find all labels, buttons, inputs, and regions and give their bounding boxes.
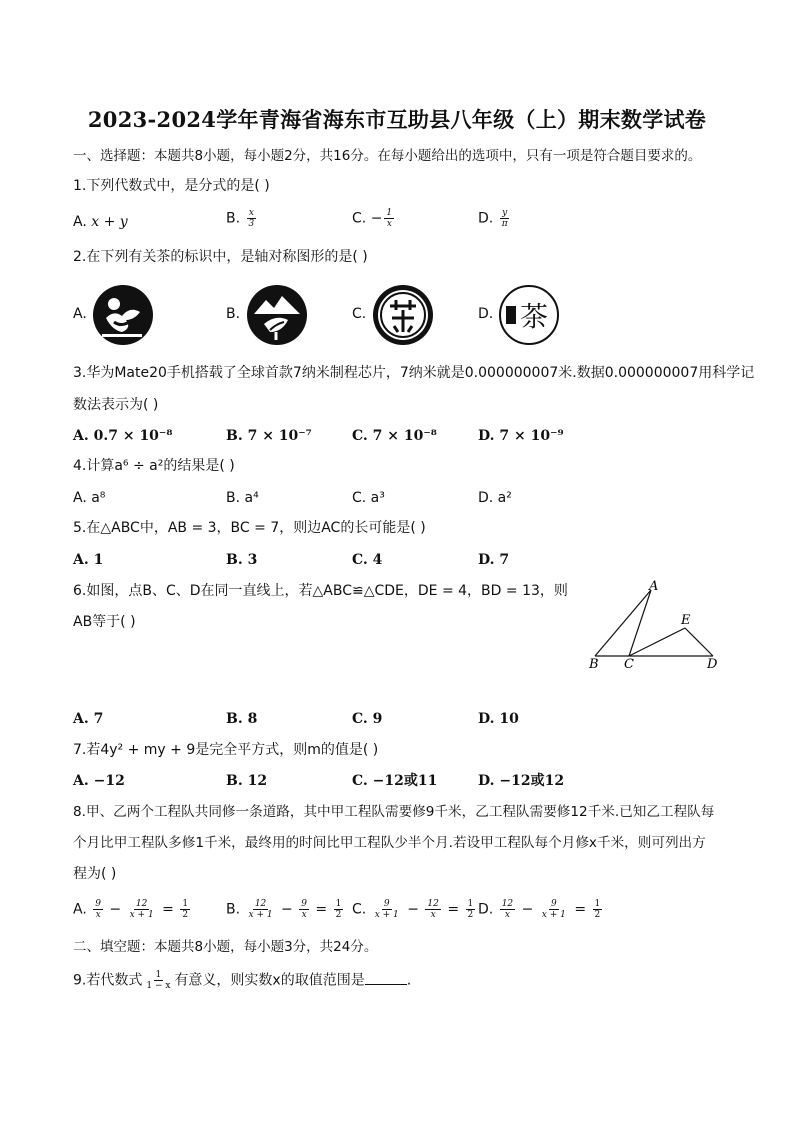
page-title: 2023-2024学年青海省海东市互助县八年级（上）期末数学试卷 xyxy=(87,107,707,132)
fraction xyxy=(540,899,568,920)
option-letter: A. xyxy=(73,901,87,918)
fraction xyxy=(128,899,156,920)
question-8-stem-line1: 8.甲、乙两个工程队共同修一条道路，其中甲工程队需要修9千米，乙工程队需要修12千米.已知乙工程队每 xyxy=(73,804,715,820)
question-8-stem-line2: 个月比甲工程队多修1千米，最终用的时间比甲工程队少半个月.若设甲工程队每个月修x千米，则可列出方 xyxy=(73,835,706,851)
operator: − xyxy=(109,901,122,918)
q6-option-b: B. 8 xyxy=(226,711,258,727)
q3-option-b: B. 7 × 10⁻⁷ xyxy=(226,428,312,444)
numerator: 1 xyxy=(155,970,162,980)
q7-option-c: C. −12或11 xyxy=(352,773,438,789)
q6-option-a: A. 7 xyxy=(73,711,104,727)
question-2-stem: 2.在下列有关茶的标识中，是轴对称图形的是( ) xyxy=(73,249,368,265)
q2-option-c-label: C. xyxy=(352,306,367,322)
numerator: 12 xyxy=(501,899,514,909)
q8-option-a xyxy=(73,899,192,920)
q6-option-d: D. 10 xyxy=(478,711,519,727)
denominator: x xyxy=(430,910,436,920)
q8-option-c xyxy=(352,899,477,920)
question-4-stem: 4.计算a⁶ ÷ a²的结果是( ) xyxy=(73,458,235,474)
minus-sign: − xyxy=(370,210,383,227)
fraction xyxy=(180,899,190,920)
denominator: π xyxy=(501,219,508,229)
equals: = xyxy=(162,901,174,918)
section-heading-choice xyxy=(73,146,701,166)
denominator: 2 xyxy=(182,910,189,920)
q8-option-d xyxy=(478,899,604,920)
triangle-figure xyxy=(585,578,725,670)
question-3-stem-line1: 3.华为Mate20手机搭载了全球首款7纳米制程芯片，7纳米就是0.000000007米.数据0.000000007用科学记 xyxy=(73,365,755,381)
fraction xyxy=(247,899,275,920)
fraction xyxy=(425,899,440,920)
numerator: 1 xyxy=(182,899,189,909)
operator: − xyxy=(521,901,534,918)
question-7-stem: 7.若4y² + my + 9是完全平方式，则m的值是( ) xyxy=(73,742,379,758)
numerator: x xyxy=(248,208,254,218)
label-b: B xyxy=(589,657,599,670)
option-letter: C. xyxy=(352,901,367,918)
label-d: D xyxy=(707,657,718,670)
numerator: 12 xyxy=(427,899,439,909)
numerator: 1 xyxy=(386,208,393,218)
q3-option-d: D. 7 × 10⁻⁹ xyxy=(478,428,564,444)
fraction xyxy=(299,899,309,920)
numerator: y xyxy=(502,208,508,218)
fraction xyxy=(93,899,103,920)
q5-option-d: D. 7 xyxy=(478,552,510,568)
q1-option-b xyxy=(226,208,258,229)
section-heading-text: 一、选择题：本题共8小题，每小题2分，共16分。在每小题给出的选项中，只有一项是符合题目要求的。 xyxy=(73,148,702,164)
operator: − xyxy=(407,901,419,918)
q5-option-b: B. 3 xyxy=(226,552,258,568)
equals: = xyxy=(447,901,460,918)
fraction xyxy=(466,899,476,920)
numerator: 9 xyxy=(301,899,307,909)
denominator: x + 1 xyxy=(129,910,154,920)
q9-end: . xyxy=(406,972,412,989)
denominator: x + 1 xyxy=(541,910,566,920)
denominator: 2 xyxy=(335,910,342,920)
label-a: A xyxy=(649,579,659,594)
q2-option-a-label: A. xyxy=(73,306,87,322)
q9-prefix: 9.若代数式 xyxy=(73,972,143,989)
q8-option-b xyxy=(226,899,345,920)
numerator: 12 xyxy=(135,899,148,909)
question-6-stem-line1: 6.如图，点B、C、D在同一直线上，若△ABC≌△CDE，DE = 4，BD = 13，则 xyxy=(73,583,568,599)
q5-option-c: C. 4 xyxy=(352,552,383,568)
denominator: x + 1 xyxy=(248,910,273,920)
logo-d-char: 茶 xyxy=(519,300,549,333)
denominator: x xyxy=(386,219,392,229)
label-c: C xyxy=(624,657,634,670)
answer-blank[interactable] xyxy=(365,971,407,985)
q2-option-d-label: D. xyxy=(478,306,494,322)
question-9-stem xyxy=(73,970,411,991)
q2-option-b-label: B. xyxy=(226,306,241,322)
q5-option-a: A. 1 xyxy=(73,552,104,568)
equals: = xyxy=(315,901,328,918)
numerator: 9 xyxy=(383,899,390,909)
section-heading-fill xyxy=(73,937,377,957)
q3-option-a: A. 0.7 × 10⁻⁸ xyxy=(73,428,173,444)
question-5-stem: 5.在△ABC中，AB = 3，BC = 7，则边AC的长可能是( ) xyxy=(73,520,426,536)
denominator: 3 xyxy=(248,219,255,229)
segment-ed xyxy=(685,628,713,656)
numerator: 9 xyxy=(550,899,557,909)
segment-ba xyxy=(595,590,651,656)
option-letter: C. xyxy=(352,210,367,227)
fraction xyxy=(500,899,515,920)
fraction xyxy=(144,970,172,991)
tea-logo-d-icon xyxy=(498,284,560,346)
section-heading-text: 二、填空题：本题共8小题，每小题3分，共24分。 xyxy=(73,939,378,955)
q1-option-d xyxy=(478,208,512,229)
denominator: x xyxy=(95,910,101,920)
tea-logo-b-icon xyxy=(246,284,308,346)
numerator: 1 xyxy=(467,899,474,909)
denominator: 2 xyxy=(467,910,474,920)
tea-logo-a-icon xyxy=(92,284,154,346)
fraction xyxy=(373,899,401,920)
q1-option-c xyxy=(352,208,396,229)
fraction xyxy=(384,208,394,229)
q4-option-b: B. a⁴ xyxy=(226,490,259,506)
option-letter: D. xyxy=(478,210,494,227)
question-3-stem-line2: 数法表示为( ) xyxy=(73,397,159,413)
fraction xyxy=(247,208,257,229)
q4-option-d: D. a² xyxy=(478,490,512,506)
operator: − xyxy=(281,901,293,918)
denominator: 1 − x xyxy=(146,981,171,991)
q9-suffix: 有意义，则实数x的取值范围是 xyxy=(174,972,365,989)
q4-option-c: C. a³ xyxy=(352,490,385,506)
option-letter: B. xyxy=(226,901,241,918)
question-6-stem-line2: AB等于( ) xyxy=(73,614,136,630)
fraction xyxy=(500,208,510,229)
equals: = xyxy=(574,901,587,918)
q3-option-c: C. 7 × 10⁻⁸ xyxy=(352,428,437,444)
q6-option-c: C. 9 xyxy=(352,711,383,727)
fraction xyxy=(334,899,344,920)
denominator: 2 xyxy=(594,910,601,920)
fraction xyxy=(593,899,603,920)
question-8-stem-line3: 程为( ) xyxy=(73,866,117,882)
q1-option-a xyxy=(73,212,128,232)
q7-option-d: D. −12或12 xyxy=(478,773,565,789)
numerator: 1 xyxy=(594,899,601,909)
option-letter: B. xyxy=(226,210,241,227)
q7-option-b: B. 12 xyxy=(226,773,268,789)
numerator: 9 xyxy=(95,899,101,909)
q4-option-a: A. a⁸ xyxy=(73,490,106,506)
denominator: x + 1 xyxy=(374,910,399,920)
question-1-stem: 1.下列代数式中，是分式的是( ) xyxy=(73,178,270,194)
tea-logo-c-icon xyxy=(372,284,434,346)
denominator: x xyxy=(301,910,307,920)
option-letter: A. xyxy=(73,214,87,230)
numerator: 12 xyxy=(254,899,267,909)
label-e: E xyxy=(681,613,691,628)
numerator: 1 xyxy=(335,899,342,909)
option-letter: D. xyxy=(478,901,494,918)
option-expr: x + y xyxy=(91,214,128,230)
q7-option-a: A. −12 xyxy=(73,773,125,789)
denominator: x xyxy=(504,910,510,920)
